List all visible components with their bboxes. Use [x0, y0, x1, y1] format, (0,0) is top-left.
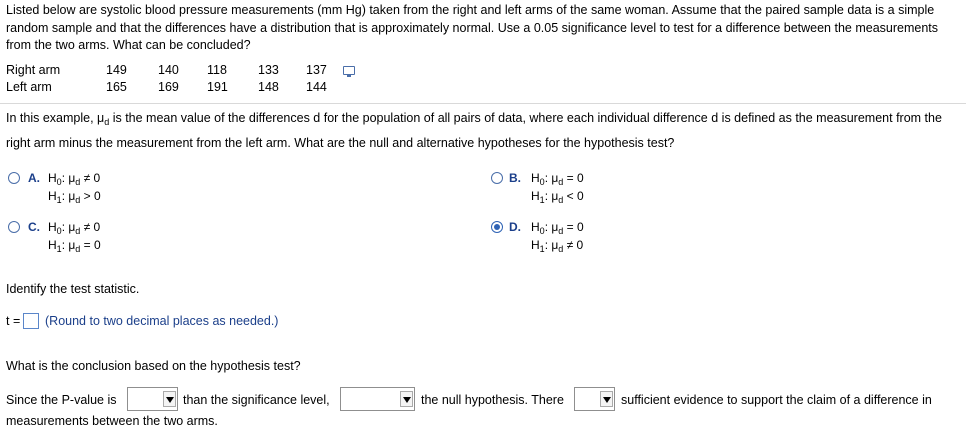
- table-copy-icon[interactable]: [343, 66, 355, 75]
- conclusion-text-5: measurements between the two arms.: [6, 414, 218, 428]
- option-c-radio[interactable]: [8, 221, 20, 233]
- table-cell: 169: [158, 80, 179, 94]
- problem-intro: Listed below are systolic blood pressure measurements (mm Hg) taken from the right and left arms of the same woman. Assume that the paired sample data is a simple random sample and that the differences have a distribution that is approximately normal. Use a 0.05 significance level to test for a difference between the measurements from the two arms. What can be concluded?: [6, 3, 939, 52]
- table-cell: 144: [306, 80, 327, 94]
- pvalue-comparison-select[interactable]: [127, 387, 178, 411]
- mu-symbol: μ: [97, 111, 105, 125]
- option-a-letter: A.: [28, 171, 40, 185]
- hypothesis-question: [6, 108, 962, 154]
- null-decision-select[interactable]: [340, 387, 415, 411]
- row-label-right-arm: Right arm: [6, 63, 61, 77]
- conclusion-prompt: What is the conclusion based on the hypothesis test?: [6, 359, 301, 373]
- option-c-h0: $H_0$: $\mu_d \ne 0$: [48, 220, 101, 236]
- table-cell: 149: [106, 63, 127, 77]
- chevron-down-icon[interactable]: [400, 391, 413, 407]
- option-d-radio[interactable]: [491, 221, 503, 233]
- option-b-h1: $H_1$: $\mu_d < 0$: [531, 189, 584, 205]
- option-c-h1: $H_1$: $\mu_d = 0$: [48, 238, 101, 254]
- table-cell: 191: [207, 80, 228, 94]
- chevron-down-icon[interactable]: [163, 391, 176, 407]
- question-text-pre: In this example,: [6, 111, 98, 125]
- t-answer-input[interactable]: [23, 313, 39, 329]
- option-b-letter: B.: [509, 171, 521, 185]
- evidence-select[interactable]: [574, 387, 615, 411]
- option-c-letter: C.: [28, 220, 40, 234]
- table-cell: 165: [106, 80, 127, 94]
- table-cell: 133: [258, 63, 279, 77]
- conclusion-text-2: than the significance level,: [183, 393, 330, 407]
- option-d-letter: D.: [509, 220, 521, 234]
- option-a-radio[interactable]: [8, 172, 20, 184]
- conclusion-text-4: sufficient evidence to support the claim of a difference in: [621, 393, 932, 407]
- table-cell: 118: [207, 63, 227, 77]
- option-d-h0: $H_0$: $\mu_d = 0$: [531, 220, 584, 236]
- question-text-post: is the mean value of the differences d for the population of all pairs of data, where each individual difference d is defined as the measurement from the right arm minus the measurement from the left arm. What are the null and alternative hypotheses for the hypothesis test?: [6, 111, 942, 150]
- option-b-h0: $H_0$: $\mu_d = 0$: [531, 171, 584, 187]
- option-b-radio[interactable]: [491, 172, 503, 184]
- conclusion-text-1: Since the P-value is: [6, 393, 117, 407]
- rounding-hint: (Round to two decimal places as needed.): [45, 314, 279, 328]
- t-label: t =: [6, 314, 21, 328]
- section-divider: [0, 103, 966, 104]
- test-statistic-prompt: Identify the test statistic.: [6, 282, 140, 296]
- table-cell: 140: [158, 63, 179, 77]
- option-a-h1: $H_1$: $\mu_d > 0$: [48, 189, 101, 205]
- table-cell: 137: [306, 63, 327, 77]
- table-cell: 148: [258, 80, 279, 94]
- option-d-h1: $H_1$: $\mu_d \ne 0$: [531, 238, 584, 254]
- chevron-down-icon[interactable]: [600, 391, 613, 407]
- option-a-h0: $H_0$: $\mu_d \ne 0$: [48, 171, 101, 187]
- row-label-left-arm: Left arm: [6, 80, 52, 94]
- conclusion-text-3: the null hypothesis. There: [421, 393, 564, 407]
- mu-subscript: d: [104, 117, 110, 127]
